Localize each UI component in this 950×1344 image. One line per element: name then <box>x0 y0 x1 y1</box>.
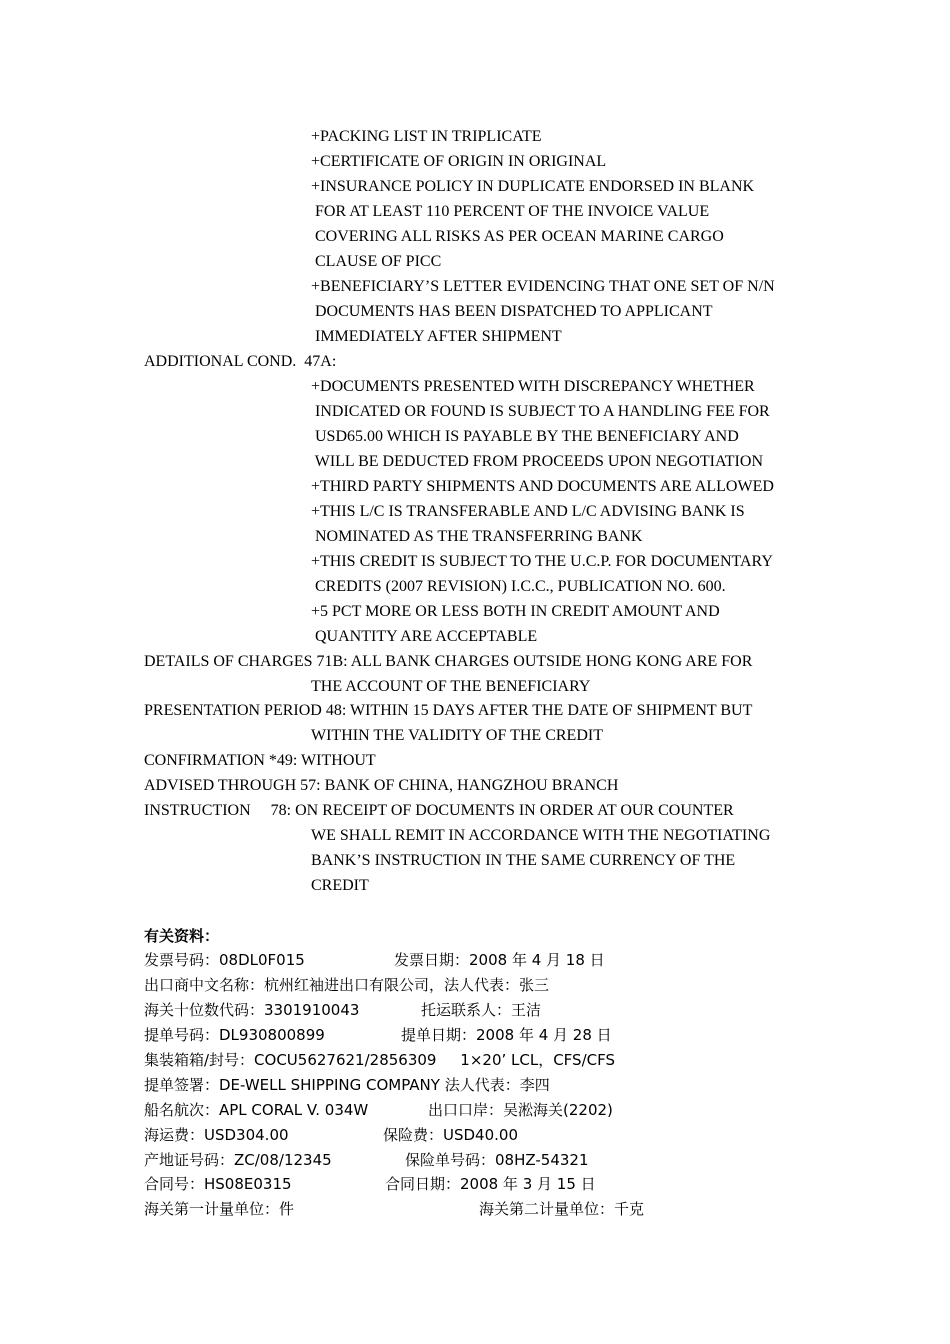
bl-no: 提单号码：DL930800899 <box>144 1026 325 1044</box>
presentation-period-cont: WITHIN THE VALIDITY OF THE CREDIT <box>311 727 603 744</box>
details-of-charges-cont: THE ACCOUNT OF THE BENEFICIARY <box>311 678 591 695</box>
doc-line: COVERING ALL RISKS AS PER OCEAN MARINE CARGO <box>311 228 724 245</box>
doc-line: CLAUSE OF PICC <box>311 253 442 270</box>
additional-cond-line: INDICATED OR FOUND IS SUBJECT TO A HANDLING FEE FOR <box>311 403 770 420</box>
shipping-contact: 托运联系人：王洁 <box>421 1001 542 1019</box>
advised-through: ADVISED THROUGH 57: BANK OF CHINA, HANGZHOU BRANCH <box>144 777 619 794</box>
freight: 海运费：USD304.00 <box>144 1126 289 1144</box>
doc-line: IMMEDIATELY AFTER SHIPMENT <box>311 328 562 345</box>
doc-line: +PACKING LIST IN TRIPLICATE <box>311 128 542 145</box>
bl-signer: 提单签署：DE-WELL SHIPPING COMPANY 法人代表：李四 <box>144 1076 550 1094</box>
additional-cond-line: +THIRD PARTY SHIPMENTS AND DOCUMENTS ARE ALLOWED <box>311 478 774 495</box>
additional-cond-line: USD65.00 WHICH IS PAYABLE BY THE BENEFICIARY AND <box>311 428 739 445</box>
vessel-voyage: 船名航次：APL CORAL V. 034W <box>144 1101 369 1119</box>
insurance-fee: 保险费：USD40.00 <box>383 1126 518 1144</box>
invoice-no: 发票号码：08DL0F015 <box>144 951 305 969</box>
container-seal: 集装箱箱/封号：COCU5627621/2856309 1×20’ LCL，CFS/CFS <box>144 1051 615 1069</box>
additional-cond-line: +5 PCT MORE OR LESS BOTH IN CREDIT AMOUNT AND <box>311 603 720 620</box>
related-info-heading: 有关资料： <box>144 927 220 945</box>
additional-cond-line: +DOCUMENTS PRESENTED WITH DISCREPANCY WHETHER <box>311 378 755 395</box>
doc-line: FOR AT LEAST 110 PERCENT OF THE INVOICE VALUE <box>311 203 710 220</box>
origin-cert-no: 产地证号码：ZC/08/12345 <box>144 1151 332 1169</box>
instruction-label: INSTRUCTION 78: ON RECEIPT OF DOCUMENTS IN ORDER AT OUR COUNTER <box>144 802 734 819</box>
instruction-line: BANK’S INSTRUCTION IN THE SAME CURRENCY OF THE <box>311 852 736 869</box>
additional-cond-line: NOMINATED AS THE TRANSFERRING BANK <box>311 528 643 545</box>
additional-cond-line: +THIS L/C IS TRANSFERABLE AND L/C ADVISING BANK IS <box>311 503 745 520</box>
second-measure-unit: 海关第二计量单位：千克 <box>479 1200 645 1218</box>
instruction-line: CREDIT <box>311 877 369 894</box>
details-of-charges: DETAILS OF CHARGES 71B: ALL BANK CHARGES OUTSIDE HONG KONG ARE FOR <box>144 653 753 670</box>
additional-cond-line: CREDITS (2007 REVISION) I.C.C., PUBLICATION NO. 600. <box>311 578 726 595</box>
presentation-period: PRESENTATION PERIOD 48: WITHIN 15 DAYS AFTER THE DATE OF SHIPMENT BUT <box>144 702 753 719</box>
first-measure-unit: 海关第一计量单位：件 <box>144 1200 295 1218</box>
additional-cond-label: ADDITIONAL COND. 47A: <box>144 353 337 370</box>
additional-cond-line: +THIS CREDIT IS SUBJECT TO THE U.C.P. FOR DOCUMENTARY <box>311 553 773 570</box>
doc-line: +INSURANCE POLICY IN DUPLICATE ENDORSED IN BLANK <box>311 178 755 195</box>
additional-cond-line: QUANTITY ARE ACCEPTABLE <box>311 628 538 645</box>
invoice-date: 发票日期：2008 年 4 月 18 日 <box>394 951 605 969</box>
exporter: 出口商中文名称：杭州红袖进出口有限公司，法人代表：张三 <box>144 976 550 994</box>
customs-code: 海关十位数代码：3301910043 <box>144 1001 360 1019</box>
doc-line: +BENEFICIARY’S LETTER EVIDENCING THAT ONE SET OF N/N <box>311 278 775 295</box>
bl-date: 提单日期：2008 年 4 月 28 日 <box>401 1026 612 1044</box>
insurance-policy-no: 保险单号码：08HZ-54321 <box>405 1151 589 1169</box>
contract-date: 合同日期：2008 年 3 月 15 日 <box>385 1175 596 1193</box>
confirmation: CONFIRMATION *49: WITHOUT <box>144 752 376 769</box>
doc-line: DOCUMENTS HAS BEEN DISPATCHED TO APPLICANT <box>311 303 713 320</box>
contract-no: 合同号：HS08E0315 <box>144 1175 292 1193</box>
doc-line: +CERTIFICATE OF ORIGIN IN ORIGINAL <box>311 153 607 170</box>
additional-cond-line: WILL BE DEDUCTED FROM PROCEEDS UPON NEGOTIATION <box>311 453 763 470</box>
instruction-line: WE SHALL REMIT IN ACCORDANCE WITH THE NEGOTIATING <box>311 827 771 844</box>
export-port: 出口口岸：吴淞海关(2202) <box>428 1101 613 1119</box>
